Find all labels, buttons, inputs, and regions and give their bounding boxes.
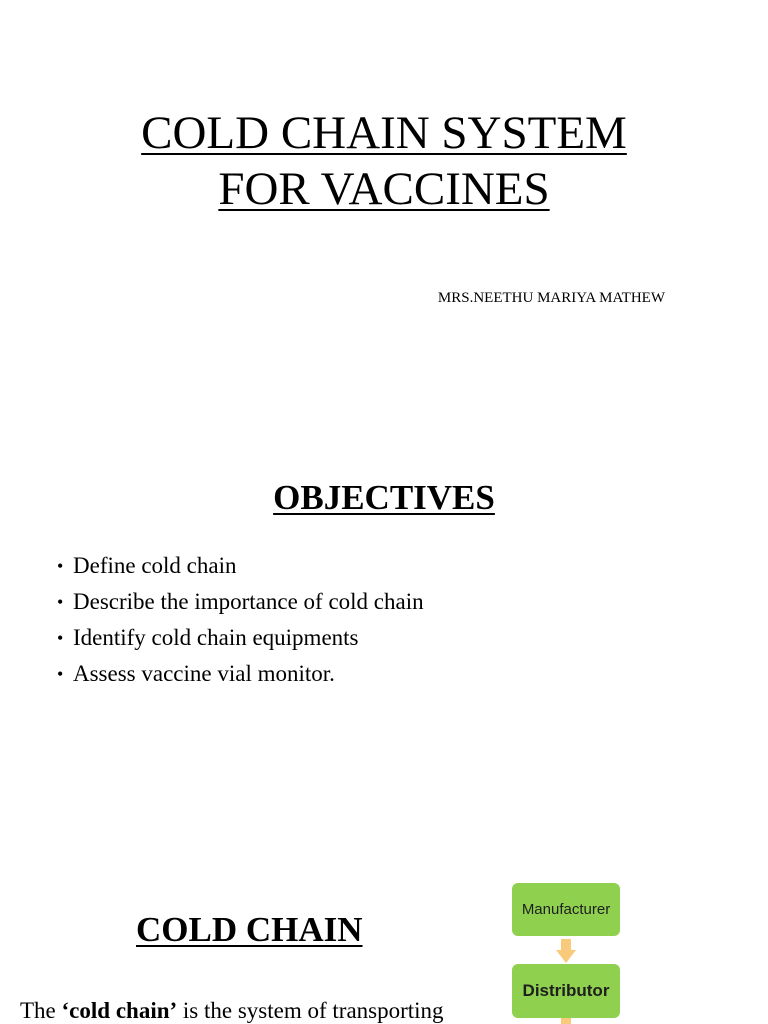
- flow-box-manufacturer: Manufacturer: [512, 883, 620, 936]
- list-item: [57, 620, 424, 656]
- author-name: MRS.NEETHU MARIYA MATHEW: [437, 290, 665, 306]
- bullet-icon: •: [57, 556, 64, 576]
- bullet-icon: •: [57, 664, 64, 684]
- list-item: [57, 548, 424, 584]
- title-line-1: COLD CHAIN SYSTEM: [141, 107, 627, 159]
- presentation-title: [0, 105, 768, 217]
- cold-chain-definition: [20, 998, 444, 1024]
- objectives-list: [57, 548, 424, 692]
- definition-suffix: is the system of transporting: [177, 998, 444, 1023]
- down-arrow-icon: [556, 1018, 576, 1024]
- bullet-text: Define cold chain: [73, 553, 237, 578]
- objectives-heading: OBJECTIVES: [273, 478, 495, 517]
- bullet-text: Identify cold chain equipments: [73, 625, 359, 650]
- list-item: [57, 656, 424, 692]
- cold-chain-slide: [0, 810, 768, 1024]
- list-item: [57, 584, 424, 620]
- bullet-text: Assess vaccine vial monitor.: [73, 661, 335, 686]
- definition-term: ‘cold chain’: [61, 998, 178, 1023]
- title-slide: [0, 0, 768, 420]
- objectives-slide: [0, 420, 768, 810]
- down-arrow-icon: [556, 939, 576, 963]
- cold-chain-heading: COLD CHAIN: [136, 910, 363, 949]
- bullet-text: Describe the importance of cold chain: [73, 589, 424, 614]
- title-line-2: FOR VACCINES: [218, 163, 550, 215]
- definition-prefix: The: [20, 998, 62, 1023]
- flow-box-distributor: Distributor: [512, 964, 620, 1018]
- bullet-icon: •: [57, 628, 64, 648]
- bullet-icon: •: [57, 592, 64, 612]
